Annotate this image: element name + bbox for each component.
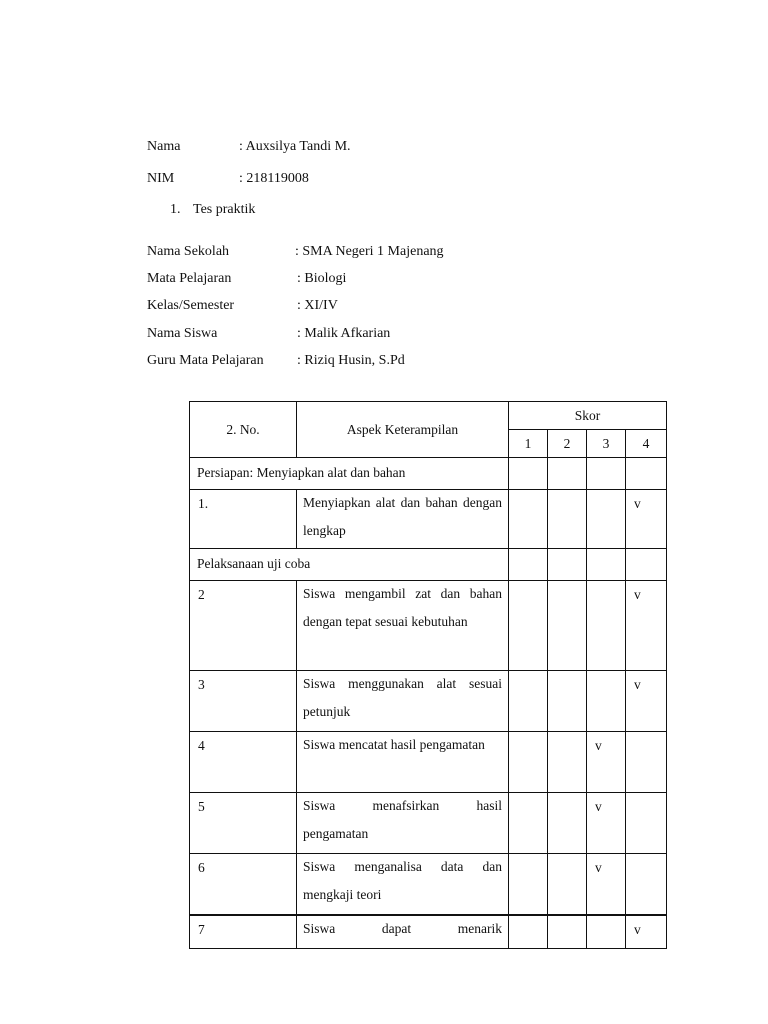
row-mark <box>509 732 548 793</box>
info-value: : Malik Afkarian <box>297 326 391 341</box>
row-mark <box>509 915 548 949</box>
table-row <box>190 581 667 671</box>
row-mark <box>509 490 548 549</box>
info-label: Nama Sekolah <box>147 244 230 259</box>
row-mark <box>548 854 587 916</box>
info-value: : XI/IV <box>297 298 338 313</box>
row-mark <box>548 581 587 671</box>
header-no: 2. No. <box>190 402 297 458</box>
nim-value: : 218119008 <box>239 171 309 186</box>
row-aspek: Siswa dapat menarik <box>303 921 502 936</box>
table-row <box>190 793 667 854</box>
nama-label: Nama <box>147 139 181 154</box>
row-mark <box>548 915 587 949</box>
row-mark <box>626 732 667 793</box>
row-mark: v <box>626 581 667 671</box>
row-mark <box>509 793 548 854</box>
header-skor-level: 2 <box>548 430 587 458</box>
info-value: : Riziq Husin, S.Pd <box>297 353 405 368</box>
row-no: 6 <box>190 854 297 916</box>
row-mark <box>548 732 587 793</box>
section-persiapan: Persiapan: Menyiapkan alat dan bahan <box>190 458 509 490</box>
info-value: : Biologi <box>297 271 347 286</box>
row-aspek: Siswa menafsirkan hasil pengamatan <box>303 798 502 841</box>
info-label: Kelas/Semester <box>147 298 235 313</box>
row-mark <box>587 581 626 671</box>
row-mark: v <box>587 732 626 793</box>
row-mark <box>626 793 667 854</box>
header-skor-level: 1 <box>509 430 548 458</box>
row-no: 2 <box>190 581 297 671</box>
row-mark <box>509 854 548 916</box>
info-label: Mata Pelajaran <box>147 271 232 286</box>
row-no: 5 <box>190 793 297 854</box>
row-no: 7 <box>190 915 297 949</box>
row-aspek: Menyiapkan alat dan bahan dengan lengkap <box>303 495 502 538</box>
score-table <box>189 401 667 949</box>
section-pelaksanaan: Pelaksanaan uji coba <box>190 549 509 581</box>
section-1-title: Tes praktik <box>193 202 256 217</box>
row-no: 3 <box>190 671 297 732</box>
row-mark: v <box>626 915 667 949</box>
row-mark: v <box>626 490 667 549</box>
row-aspek: Siswa menggunakan alat sesuai petunjuk <box>303 676 502 719</box>
section-1-number: 1. <box>170 202 181 217</box>
section-1-heading <box>170 201 255 219</box>
table-row <box>190 915 667 949</box>
table-row <box>190 732 667 793</box>
header-aspek: Aspek Keterampilan <box>297 402 509 458</box>
info-value: : SMA Negeri 1 Majenang <box>295 244 444 259</box>
table-row <box>190 490 667 549</box>
row-mark: v <box>626 671 667 732</box>
table-row <box>190 671 667 732</box>
info-label: Nama Siswa <box>147 326 218 341</box>
info-label: Guru Mata Pelajaran <box>147 353 264 368</box>
row-mark <box>509 671 548 732</box>
header-skor-level: 4 <box>626 430 667 458</box>
nama-value: : Auxsilya Tandi M. <box>239 139 351 154</box>
nim-label: NIM <box>147 171 175 186</box>
row-mark <box>587 915 626 949</box>
row-aspek: Siswa menganalisa data dan mengkaji teori <box>303 859 502 902</box>
table-row <box>190 854 667 916</box>
row-aspek: Siswa mencatat hasil pengamatan <box>303 737 485 752</box>
row-mark <box>626 854 667 916</box>
row-mark <box>548 793 587 854</box>
row-aspek: Siswa mengambil zat dan bahan dengan tepat sesuai kebutuhan <box>303 586 502 629</box>
row-no: 4 <box>190 732 297 793</box>
row-mark <box>509 581 548 671</box>
row-no: 1. <box>190 490 297 549</box>
row-mark <box>587 490 626 549</box>
header-skor-level: 3 <box>587 430 626 458</box>
row-mark: v <box>587 854 626 916</box>
row-mark <box>548 490 587 549</box>
row-mark <box>548 671 587 732</box>
row-mark <box>587 671 626 732</box>
header-skor: Skor <box>509 402 667 430</box>
row-mark: v <box>587 793 626 854</box>
